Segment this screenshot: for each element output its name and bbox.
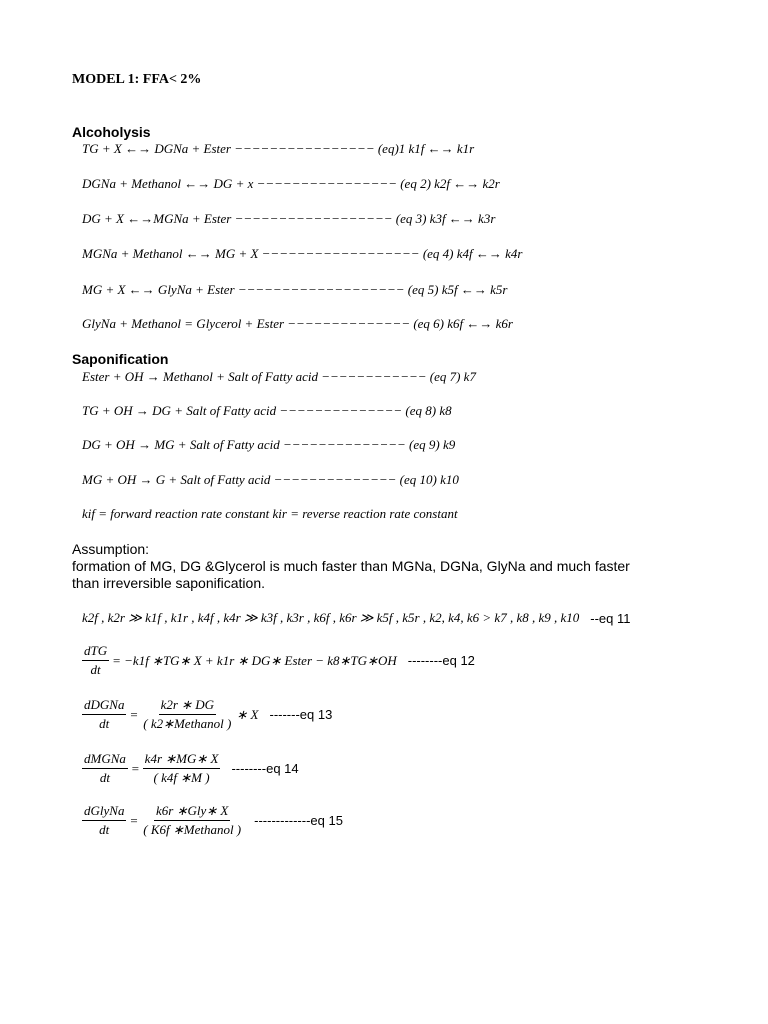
lhs-denominator: dt — [99, 716, 110, 731]
equation-15-lhs — [82, 803, 126, 838]
equation-1: TG + X ←→ DGNa + Ester −−−−−−−−−−−−−−−− (eq)1 k1f ←→ k1r — [82, 141, 475, 156]
equation-4: MGNa + Methanol ←→ MG + X −−−−−−−−−−−−−−−−−− (eq 4) k4f ←→ k4r — [82, 246, 523, 261]
equation-9: DG + OH → MG + Salt of Fatty acid −−−−−−−−−−−−−− (eq 9) k9 — [82, 437, 456, 452]
equation-14-tag: --------eq 14 — [231, 761, 299, 776]
equation-7: Ester + OH → Methanol + Salt of Fatty acid −−−−−−−−−−−− (eq 7) k7 — [82, 369, 476, 384]
equals-sign: = — [130, 760, 140, 776]
equation-2: DGNa + Methanol ←→ DG + x −−−−−−−−−−−−−−−− (eq 2) k2f ←→ k2r — [82, 176, 500, 191]
equation-13-tag: -------eq 13 — [269, 707, 333, 722]
rhs-denominator: ( k2∗Methanol ) — [143, 716, 232, 731]
equation-13-rhs — [141, 697, 233, 732]
rhs-denominator: ( K6f ∗Methanol ) — [143, 822, 242, 837]
lhs-denominator: dt — [90, 662, 101, 677]
assumption-line-2: than irreversible saponification. — [72, 575, 265, 591]
equation-8: TG + OH → DG + Salt of Fatty acid −−−−−−−−−−−−−− (eq 8) k8 — [82, 403, 452, 418]
equation-11-tag: --eq 11 — [590, 610, 631, 626]
lhs-numerator: dTG — [82, 643, 109, 661]
lhs-denominator: dt — [99, 822, 110, 837]
equation-13 — [82, 697, 332, 732]
document-title: MODEL 1: FFA< 2% — [72, 72, 202, 87]
lhs-denominator: dt — [99, 770, 110, 785]
equation-11 — [82, 610, 631, 626]
rate-constant-definition: kif = forward reaction rate constant kir = reverse reaction rate constant — [82, 506, 458, 521]
equation-14 — [82, 751, 299, 786]
equation-13-lhs — [82, 697, 126, 732]
lhs-numerator: dMGNa — [82, 751, 128, 769]
equation-5: MG + X ←→ GlyNa + Ester −−−−−−−−−−−−−−−−−−− (eq 5) k5f ←→ k5r — [82, 282, 508, 297]
equals-sign: = — [129, 706, 139, 722]
alcoholysis-heading: Alcoholysis — [72, 124, 151, 140]
equation-11-math: k2f , k2r ≫ k1f , k1r , k4f , k4r ≫ k3f , k3r , k6f , k6r ≫ k5f , k5r , k2, k4, k6 > k7 , k8 , k9 , k10 — [82, 610, 580, 625]
lhs-numerator: dGlyNa — [82, 803, 126, 821]
saponification-heading: Saponification — [72, 351, 169, 367]
equation-10: MG + OH → G + Salt of Fatty acid −−−−−−−−−−−−−− (eq 10) k10 — [82, 472, 459, 487]
equation-14-lhs — [82, 751, 128, 786]
equation-15 — [82, 803, 343, 838]
rhs-numerator: k2r ∗ DG — [159, 697, 217, 715]
equation-12-tag: --------eq 12 — [407, 653, 475, 668]
rhs-numerator: k6r ∗Gly∗ X — [154, 803, 230, 821]
rhs-numerator: k4r ∗MG∗ X — [143, 751, 221, 769]
equation-12-lhs — [82, 643, 109, 678]
equation-15-rhs — [141, 803, 243, 838]
equation-15-tag: -------------eq 15 — [254, 813, 343, 828]
equation-6: GlyNa + Methanol = Glycerol + Ester −−−−−−−−−−−−−− (eq 6) k6f ←→ k6r — [82, 316, 513, 331]
equation-12 — [82, 643, 475, 678]
lhs-numerator: dDGNa — [82, 697, 126, 715]
equals-sign: = — [129, 812, 139, 828]
equation-3: DG + X ←→MGNa + Ester −−−−−−−−−−−−−−−−−− (eq 3) k3f ←→ k3r — [82, 211, 496, 226]
equation-13-tail: ∗ X — [236, 706, 259, 722]
assumption-line-1: formation of MG, DG &Glycerol is much faster than MGNa, DGNa, GlyNa and much faster — [72, 558, 630, 574]
assumption-label: Assumption: — [72, 541, 150, 557]
equation-12-rhs: = −k1f ∗TG∗ X + k1r ∗ DG∗ Ester − k8∗TG∗OH — [112, 652, 397, 668]
equation-14-rhs — [143, 751, 221, 786]
rhs-denominator: ( k4f ∗M ) — [153, 770, 210, 785]
